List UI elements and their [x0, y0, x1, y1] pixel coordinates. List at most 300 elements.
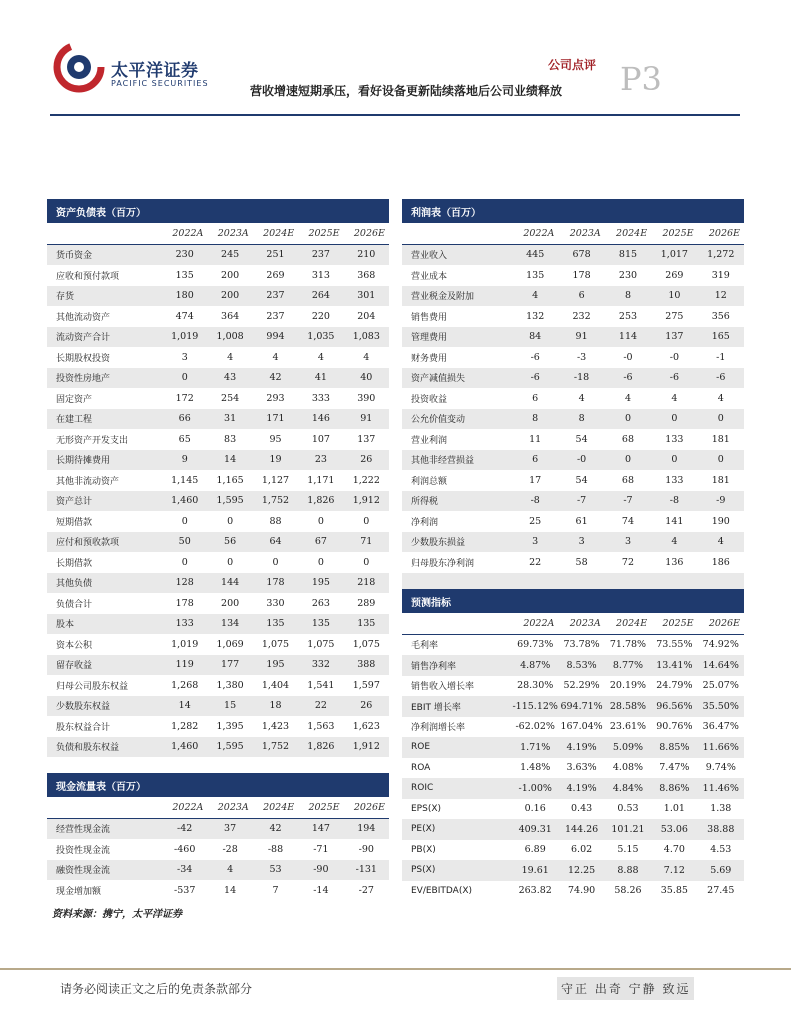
row-value: 319: [711, 269, 730, 281]
row-label: 所得税: [402, 491, 512, 512]
table-row: [47, 429, 389, 450]
row-value: 133: [665, 433, 684, 445]
table-row: [47, 593, 389, 614]
row-value: 313: [311, 269, 330, 281]
row-label: 固定资产: [56, 394, 93, 405]
row-value: 4: [651, 532, 697, 553]
row-value: 133: [162, 614, 207, 635]
row-label: 净利润增长率: [411, 723, 466, 734]
table-row: [47, 818, 389, 839]
row-value: 330: [266, 597, 285, 609]
row-value: 6: [532, 392, 539, 404]
row-value: 141: [665, 515, 684, 527]
row-value: -14: [313, 884, 329, 896]
row-value: 23.61%: [609, 721, 647, 733]
row-value: 12: [698, 286, 744, 307]
row-label: ROE: [402, 737, 512, 758]
row-value: 22: [298, 696, 343, 717]
row-value: 1.48%: [520, 762, 551, 774]
row-value: 388: [344, 655, 389, 676]
row-value: 178: [572, 269, 591, 281]
row-label: 其他负债: [47, 573, 162, 594]
row-label: 归母股东净利润: [411, 558, 475, 569]
row-label: 现金增加额: [56, 886, 102, 897]
row-value: 237: [266, 310, 285, 322]
row-label: 无形资产开发支出: [56, 435, 129, 446]
row-value: 1,460: [162, 491, 207, 512]
row-value: 13.41%: [651, 655, 697, 676]
row-value: -28: [222, 843, 238, 855]
row-value: 50: [162, 532, 207, 553]
row-value: 0: [363, 556, 370, 568]
row-value: 14: [224, 884, 237, 896]
row-value: 91: [558, 327, 604, 348]
row-label: 营业利润: [411, 435, 448, 446]
row-label: ROA: [411, 762, 431, 773]
row-value: 19.61: [512, 860, 558, 881]
company-motto: 守正 出奇 宁静 致远: [557, 977, 694, 1000]
row-value: 133: [665, 474, 684, 486]
row-value: 180: [162, 286, 207, 307]
row-value: 1,008: [207, 327, 252, 348]
row-label: 存货: [47, 286, 162, 307]
row-value: 67: [298, 532, 343, 553]
row-label: 长期借款: [56, 558, 93, 569]
cash-flow-table: [47, 773, 389, 901]
row-value: 1,597: [352, 679, 380, 691]
row-value: 1,595: [207, 737, 252, 758]
year-header-cell: 2026E: [344, 223, 389, 244]
row-value: 38.88: [698, 819, 744, 840]
row-value: 269: [665, 269, 684, 281]
row-value: 0: [363, 515, 370, 527]
row-value: 35.50%: [698, 696, 744, 717]
table-row: [402, 860, 744, 881]
row-label: PS(X): [402, 860, 512, 881]
table-row: [47, 470, 389, 491]
row-value: 3: [558, 532, 604, 553]
row-label: 在建工程: [47, 409, 162, 430]
row-label: 流动资产合计: [47, 327, 162, 348]
table-row: [47, 860, 389, 881]
row-value: 19: [253, 450, 298, 471]
row-value: 0.43: [571, 803, 593, 815]
row-value: 0: [317, 515, 324, 527]
row-value: 178: [253, 573, 298, 594]
balance-sheet-table: [47, 199, 389, 757]
row-value: 1,075: [307, 638, 335, 650]
row-label: ROIC: [402, 778, 512, 799]
table-row: [402, 819, 744, 840]
row-value: 1,165: [216, 474, 244, 486]
row-value: 1,127: [261, 474, 290, 486]
row-value: 147: [298, 818, 343, 839]
row-value: -6: [512, 368, 558, 389]
row-label: 留存收益: [47, 655, 162, 676]
row-value: 4: [207, 860, 252, 881]
row-value: -6: [530, 351, 540, 363]
row-value: 11: [529, 433, 542, 445]
row-value: 177: [207, 655, 252, 676]
year-header-blank: [47, 797, 162, 818]
row-value: 1,752: [253, 737, 298, 758]
row-value: 200: [221, 597, 240, 609]
row-value: 1,019: [171, 638, 199, 650]
row-value: 146: [298, 409, 343, 430]
row-value: 135: [175, 269, 194, 281]
row-value: -537: [174, 884, 196, 896]
table-row: [47, 244, 389, 265]
row-value: 0: [605, 409, 651, 430]
row-value: 195: [298, 573, 343, 594]
table-row: [402, 758, 744, 779]
year-header-cell: 2022A: [512, 223, 558, 244]
row-label: 负债和股东权益: [47, 737, 162, 758]
year-header-cell: 2023A: [558, 613, 604, 634]
year-header-cell: 2026E: [344, 797, 389, 818]
row-value: 1,563: [307, 720, 335, 732]
row-value: 69.73%: [517, 639, 554, 651]
row-value: 1,145: [171, 474, 199, 486]
row-value: 4.53: [710, 844, 732, 856]
row-value: 263: [311, 597, 330, 609]
table-row: [402, 347, 744, 368]
table-row: [402, 306, 744, 327]
row-label: 公允价值变动: [402, 409, 512, 430]
row-value: 24.79%: [656, 680, 693, 692]
row-value: 74: [621, 515, 635, 527]
table-row: [402, 470, 744, 491]
row-value: 181: [711, 474, 730, 486]
page-header: [0, 0, 791, 120]
row-label: 利润总额: [411, 476, 448, 487]
row-value: 64: [253, 532, 298, 553]
row-value: 135: [253, 614, 298, 635]
row-value: 390: [357, 392, 376, 404]
row-value: -88: [267, 843, 284, 855]
row-value: 1,083: [344, 327, 389, 348]
table-row: [402, 327, 744, 348]
row-value: 0: [605, 450, 651, 471]
year-header-row: [47, 797, 389, 818]
row-value: 165: [698, 327, 744, 348]
row-value: 253: [618, 310, 638, 322]
row-value: 332: [298, 655, 343, 676]
row-value: 9.74%: [705, 762, 736, 774]
row-value: 4: [624, 392, 631, 404]
row-label: EPS(X): [411, 803, 442, 814]
table-row: [402, 429, 744, 450]
row-value: 137: [651, 327, 697, 348]
table-row: [402, 778, 744, 799]
row-value: 25.07%: [702, 680, 739, 692]
row-value: 994: [253, 327, 298, 348]
row-value: 1,019: [162, 327, 207, 348]
row-value: 23: [298, 450, 343, 471]
row-value: 251: [253, 244, 298, 265]
income-statement-table: [402, 199, 744, 593]
row-value: 1,595: [207, 491, 252, 512]
table-row: [402, 552, 744, 573]
row-value: -27: [358, 884, 374, 896]
row-value: 90.76%: [656, 721, 693, 733]
header-divider: [50, 114, 740, 116]
row-value: 195: [253, 655, 298, 676]
row-value: 3.63%: [566, 762, 597, 774]
row-value: 4.84%: [605, 778, 651, 799]
row-value: 36.47%: [702, 721, 739, 733]
year-header-cell: 2025E: [651, 613, 697, 634]
row-value: 58.26: [614, 885, 642, 897]
row-value: 4.87%: [512, 655, 558, 676]
row-value: 119: [162, 655, 207, 676]
row-value: 1,035: [298, 327, 343, 348]
pacific-securities-logo-icon: [52, 40, 106, 94]
row-value: 8: [512, 409, 558, 430]
row-value: 200: [207, 286, 252, 307]
row-value: 0: [698, 409, 744, 430]
row-value: 8.88: [605, 860, 651, 881]
row-value: 17: [529, 474, 542, 486]
year-header-row: [402, 223, 744, 244]
row-value: 137: [357, 433, 376, 445]
row-value: 254: [221, 392, 240, 404]
footer-divider: [0, 968, 791, 970]
row-value: 144.26: [558, 819, 604, 840]
table-row: [47, 737, 389, 758]
row-value: -115.12%: [512, 696, 558, 717]
row-value: 42: [253, 818, 298, 839]
row-value: 14: [207, 450, 252, 471]
table-row: [47, 388, 389, 409]
row-value: 73.78%: [563, 639, 600, 651]
row-value: 8: [605, 286, 651, 307]
row-value: 368: [357, 269, 376, 281]
row-value: 178: [175, 597, 194, 609]
row-value: 0.16: [524, 803, 546, 815]
row-value: 1,380: [216, 679, 244, 691]
row-value: 1,268: [171, 679, 199, 691]
row-value: 181: [711, 433, 730, 445]
row-value: 0: [162, 368, 207, 389]
row-value: 3: [181, 351, 188, 363]
year-header-cell: 2026E: [698, 613, 744, 634]
table-row: [402, 388, 744, 409]
table-row: [47, 532, 389, 553]
table-row: [402, 717, 744, 738]
year-header-cell: 2024E: [605, 613, 651, 634]
brand-name: 太平洋证券: [111, 61, 199, 81]
row-value: -8: [512, 491, 558, 512]
row-label: 销售费用: [411, 312, 448, 323]
table-row: [47, 634, 389, 655]
row-value: 269: [266, 269, 285, 281]
year-header-blank: [402, 223, 512, 244]
row-value: 694.71%: [558, 696, 604, 717]
row-value: -18: [558, 368, 604, 389]
table-row: [402, 265, 744, 286]
row-value: 83: [224, 433, 237, 445]
row-value: 4: [671, 392, 678, 404]
table-row: [47, 409, 389, 430]
row-value: 275: [665, 310, 684, 322]
row-value: 88: [269, 515, 282, 527]
row-value: 4.19%: [558, 737, 604, 758]
page-title: 营收增速短期承压，看好设备更新陆续落地后公司业绩释放: [250, 84, 563, 98]
row-value: 1,017: [651, 244, 697, 265]
row-value: 4: [272, 351, 279, 363]
table-row: [47, 655, 389, 676]
table-row: [402, 409, 744, 430]
row-value: 1,541: [307, 679, 335, 691]
row-value: -1.00%: [512, 778, 558, 799]
row-value: 84: [512, 327, 558, 348]
row-value: 144: [207, 573, 252, 594]
row-value: -71: [313, 843, 329, 855]
row-value: 264: [298, 286, 343, 307]
table-row: [47, 286, 389, 307]
row-value: 1,752: [253, 491, 298, 512]
year-header-cell: 2024E: [253, 797, 298, 818]
table-row: [402, 450, 744, 471]
row-value: 409.31: [512, 819, 558, 840]
row-value: 1,826: [298, 737, 343, 758]
year-header-cell: 2024E: [253, 223, 298, 244]
row-value: 0.53: [617, 803, 639, 815]
row-label: 其他流动资产: [56, 312, 111, 323]
row-value: 74.92%: [702, 639, 739, 651]
row-label: PB(X): [411, 844, 436, 855]
row-value: 171: [253, 409, 298, 430]
row-label: 净利润: [411, 517, 439, 528]
year-header-cell: 2022A: [162, 223, 207, 244]
row-value: 132: [526, 310, 545, 322]
row-value: 68: [621, 433, 635, 445]
row-value: 135: [344, 614, 389, 635]
row-value: 35.85: [660, 885, 688, 897]
row-value: 40: [344, 368, 389, 389]
row-value: 10: [651, 286, 697, 307]
row-label: 销售收入增长率: [411, 682, 475, 693]
row-value: 9: [162, 450, 207, 471]
row-value: 1,069: [216, 638, 244, 650]
row-value: 1,460: [162, 737, 207, 758]
row-value: 71.78%: [609, 639, 647, 651]
row-value: 12.25: [558, 860, 604, 881]
table-row: [402, 244, 744, 265]
row-value: -90: [358, 843, 374, 855]
row-value: 7: [272, 884, 279, 896]
table-row: [402, 655, 744, 676]
row-value: -90: [298, 860, 343, 881]
row-value: 1,395: [216, 720, 244, 732]
row-value: -8: [651, 491, 697, 512]
year-header-cell: 2026E: [698, 223, 744, 244]
year-header-cell: 2023A: [207, 223, 252, 244]
row-value: -7: [558, 491, 604, 512]
row-value: -1: [716, 351, 726, 363]
row-value: 71: [344, 532, 389, 553]
row-label: 资产减值损失: [402, 368, 512, 389]
row-value: 4.19%: [558, 778, 604, 799]
row-value: -42: [162, 818, 207, 839]
row-value: 4: [227, 351, 234, 363]
row-value: 6.89: [524, 844, 546, 856]
disclaimer-text: 请务必阅读正文之后的免责条款部分: [60, 982, 253, 996]
row-label: 归母公司股东权益: [56, 681, 129, 692]
row-value: 135: [298, 614, 343, 635]
row-value: 26: [344, 450, 389, 471]
row-value: 678: [558, 244, 604, 265]
row-value: 220: [311, 310, 330, 322]
row-value: 27.45: [707, 885, 735, 897]
year-header-blank: [47, 223, 162, 244]
table-row: [47, 450, 389, 471]
row-value: 1,282: [171, 720, 199, 732]
table-row: [47, 614, 389, 635]
row-value: -6: [605, 368, 651, 389]
row-label: 长期待摊费用: [47, 450, 162, 471]
table-row: [402, 368, 744, 389]
row-label: 资产总计: [47, 491, 162, 512]
row-value: 54: [575, 433, 588, 445]
report-type-label: 公司点评: [548, 58, 597, 72]
row-value: 0: [651, 450, 697, 471]
row-label: 股东权益合计: [56, 722, 111, 733]
row-label: 少数股东权益: [47, 696, 162, 717]
row-value: 1,272: [698, 244, 744, 265]
row-label: 营业税金及附加: [402, 286, 512, 307]
table-row: [47, 347, 389, 368]
row-label: 营业收入: [402, 244, 512, 265]
row-value: -6: [698, 368, 744, 389]
row-value: 107: [311, 433, 330, 445]
row-value: 96.56%: [651, 696, 697, 717]
row-value: 114: [605, 327, 651, 348]
row-value: -62.02%: [515, 721, 555, 733]
row-label: 投资性房地产: [47, 368, 162, 389]
row-value: -460: [174, 843, 196, 855]
row-value: 8.85%: [651, 737, 697, 758]
row-value: 6: [512, 450, 558, 471]
table-row: [402, 491, 744, 512]
row-value: 25: [529, 515, 542, 527]
row-value: 136: [665, 556, 684, 568]
row-value: -0: [623, 351, 633, 363]
income-statement-title: 利润表（百万）: [402, 199, 744, 223]
year-header-cell: 2025E: [298, 223, 343, 244]
row-label: 其他非经营损益: [402, 450, 512, 471]
source-note: 资料来源：携宁，太平洋证券: [52, 909, 182, 920]
row-value: 4.08%: [612, 762, 644, 774]
row-value: 190: [711, 515, 730, 527]
table-row: [402, 532, 744, 553]
row-value: 356: [711, 310, 730, 322]
row-value: 237: [253, 286, 298, 307]
row-value: 1.38: [710, 803, 732, 815]
row-value: 8.86%: [651, 778, 697, 799]
row-value: 31: [207, 409, 252, 430]
row-value: 4: [578, 392, 585, 404]
row-value: 65: [178, 433, 191, 445]
row-value: 445: [512, 244, 558, 265]
row-value: -131: [344, 860, 389, 881]
row-value: 0: [181, 556, 188, 568]
row-label: 股本: [47, 614, 162, 635]
row-value: 20.19%: [609, 680, 647, 692]
row-value: 7.12: [651, 860, 697, 881]
row-label: 短期借款: [56, 517, 93, 528]
